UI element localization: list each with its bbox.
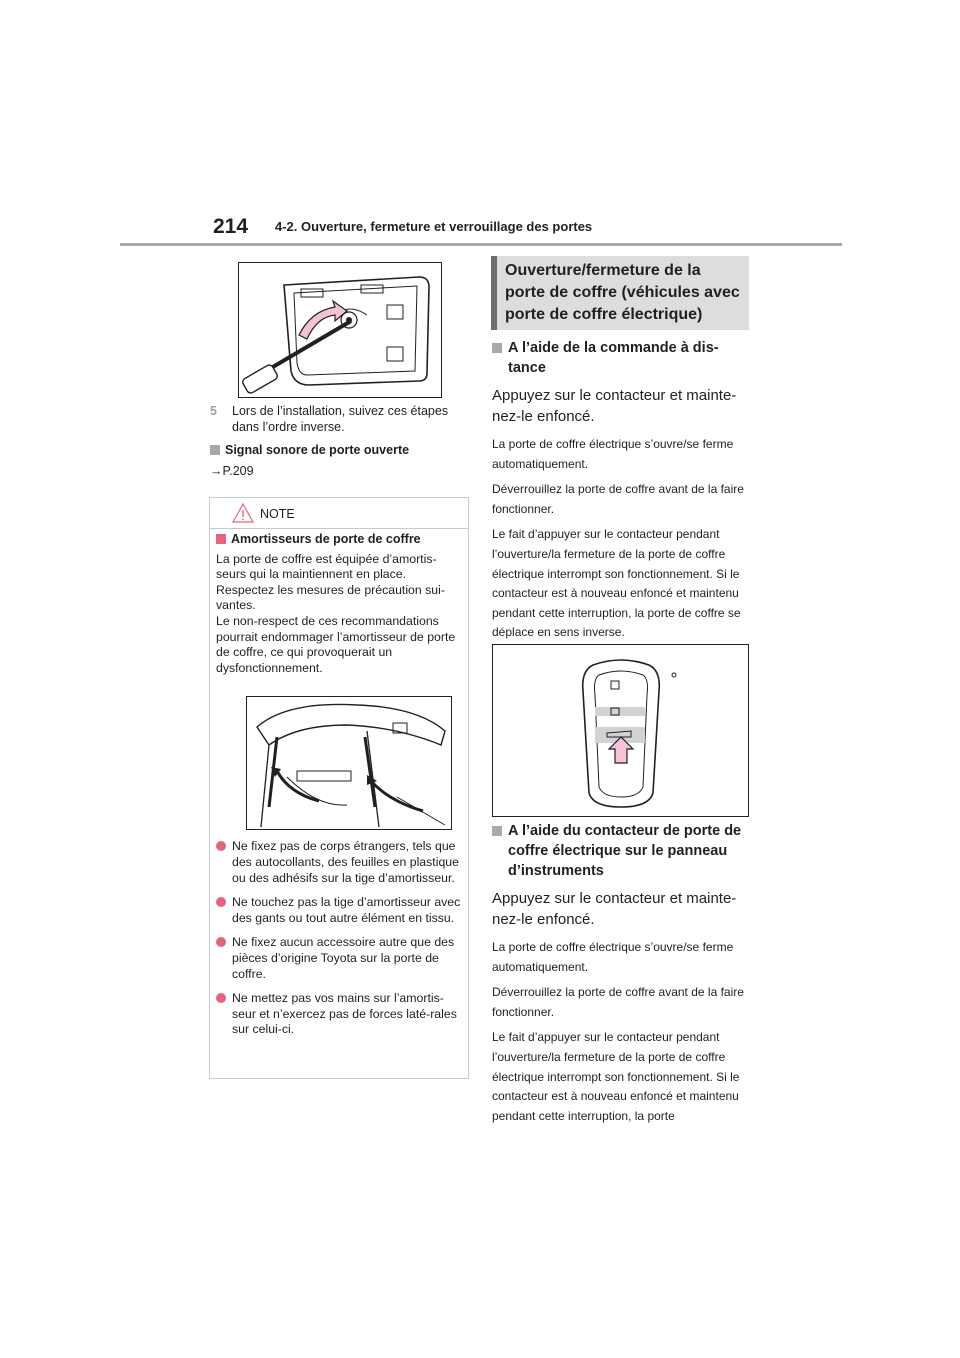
note-title: Amortisseurs de porte de coffre bbox=[216, 532, 462, 548]
step-5 bbox=[210, 403, 472, 435]
note-body bbox=[216, 532, 462, 1038]
signal-page-reference[interactable]: →P.209 bbox=[210, 464, 254, 478]
warning-triangle-icon bbox=[232, 503, 254, 523]
square-bullet-icon bbox=[492, 826, 502, 836]
step-number: 5 bbox=[210, 404, 217, 418]
signal-title: Signal sonore de porte ouverte bbox=[210, 443, 472, 457]
remote-main-instruction: Appuyez sur le contacteur et mainte-nez-le enfoncé. bbox=[492, 387, 737, 425]
panel-main-instruction: Appuyez sur le contacteur et mainte-nez-le enfoncé. bbox=[492, 890, 737, 928]
bullet-dot-icon bbox=[216, 937, 226, 947]
signal-subsection bbox=[210, 443, 472, 478]
note-bullet-1: Ne fixez pas de corps étrangers, tels que des autocollants, des feuilles en plastique ou des adhésifs sur la tige d’amortisseur. bbox=[216, 839, 462, 886]
key-fob-illustration bbox=[492, 644, 749, 817]
note-bullet-2: Ne touchez pas la tige d’amortisseur avec des gants ou tout autre élément en tissu. bbox=[216, 895, 462, 926]
section-title: Ouverture/fermeture de la porte de coffre (véhicules avec porte de coffre électrique) bbox=[505, 262, 740, 323]
damper-illustration bbox=[246, 696, 452, 830]
note-bullet-3: Ne fixez aucun accessoire autre que des pièces d’origine Toyota sur la porte de coffre. bbox=[216, 935, 462, 982]
note-header bbox=[210, 498, 468, 529]
header-divider bbox=[120, 243, 842, 246]
bullet-dot-icon bbox=[216, 897, 226, 907]
bullet-dot-icon bbox=[216, 841, 226, 851]
square-bullet-icon bbox=[492, 343, 502, 353]
panel-note-3: Le fait d’appuyer sur le contacteur pendant l’ouverture/la fermeture de la porte de coffre électrique interrompt son fonctionnement. Si le contacteur est à nouveau enfoncé et maintenu pendant cette interruption, la porte bbox=[492, 1030, 740, 1123]
page-number: 214 bbox=[213, 215, 249, 238]
remote-note-3: Le fait d’appuyer sur le contacteur pendant l’ouverture/la fermeture de la porte de coffre électrique interrompt son fonctionnement. Si le contacteur est à nouveau enfoncé et maintenu pendant cette interruption, la porte de coffre se déplace en sens inverse. bbox=[492, 527, 741, 640]
panel-heading: A l’aide du contacteur de porte de coffre électrique sur le panneau d’instruments bbox=[492, 821, 750, 881]
trim-removal-illustration bbox=[238, 262, 442, 398]
panel-note-1: La porte de coffre électrique s’ouvre/se ferme automatiquement. bbox=[492, 940, 734, 974]
section-accent-bar bbox=[491, 256, 497, 330]
panel-note-2: Déverrouillez la porte de coffre avant de la faire fonctionner. bbox=[492, 985, 744, 1019]
chapter-title: 4-2. Ouverture, fermeture et verrouillage des portes bbox=[275, 219, 593, 234]
step-text: Lors de l’installation, suivez ces étapes dans l’ordre inverse. bbox=[232, 404, 449, 434]
bullet-dot-icon bbox=[216, 993, 226, 1003]
remote-note-2: Déverrouillez la porte de coffre avant de la faire fonctionner. bbox=[492, 482, 744, 516]
note-label: NOTE bbox=[260, 507, 295, 521]
section-header bbox=[491, 256, 749, 330]
panel-subsection bbox=[492, 821, 750, 1126]
square-bullet-icon bbox=[216, 534, 226, 544]
remote-note-1: La porte de coffre électrique s’ouvre/se ferme automatiquement. bbox=[492, 437, 734, 471]
note-box bbox=[209, 497, 469, 1079]
square-bullet-icon bbox=[210, 445, 220, 455]
remote-heading: A l’aide de la commande à dis-tance bbox=[492, 338, 750, 378]
note-paragraph: La porte de coffre est équipée d’amortis-seurs qui la maintiennent en place. Respectez les mesures de précaution sui-vantes. bbox=[216, 551, 445, 613]
remote-subsection bbox=[492, 338, 750, 643]
note-bullet-4: Ne mettez pas vos mains sur l’amortis-seur et n’exercez pas de forces laté-rales sur celui-ci. bbox=[216, 991, 462, 1038]
note-paragraph-2: Le non-respect de ces recommandations pourrait endommager l’amortisseur de porte de coffre, ce qui provoquerait un dysfonctionnement. bbox=[216, 613, 456, 675]
